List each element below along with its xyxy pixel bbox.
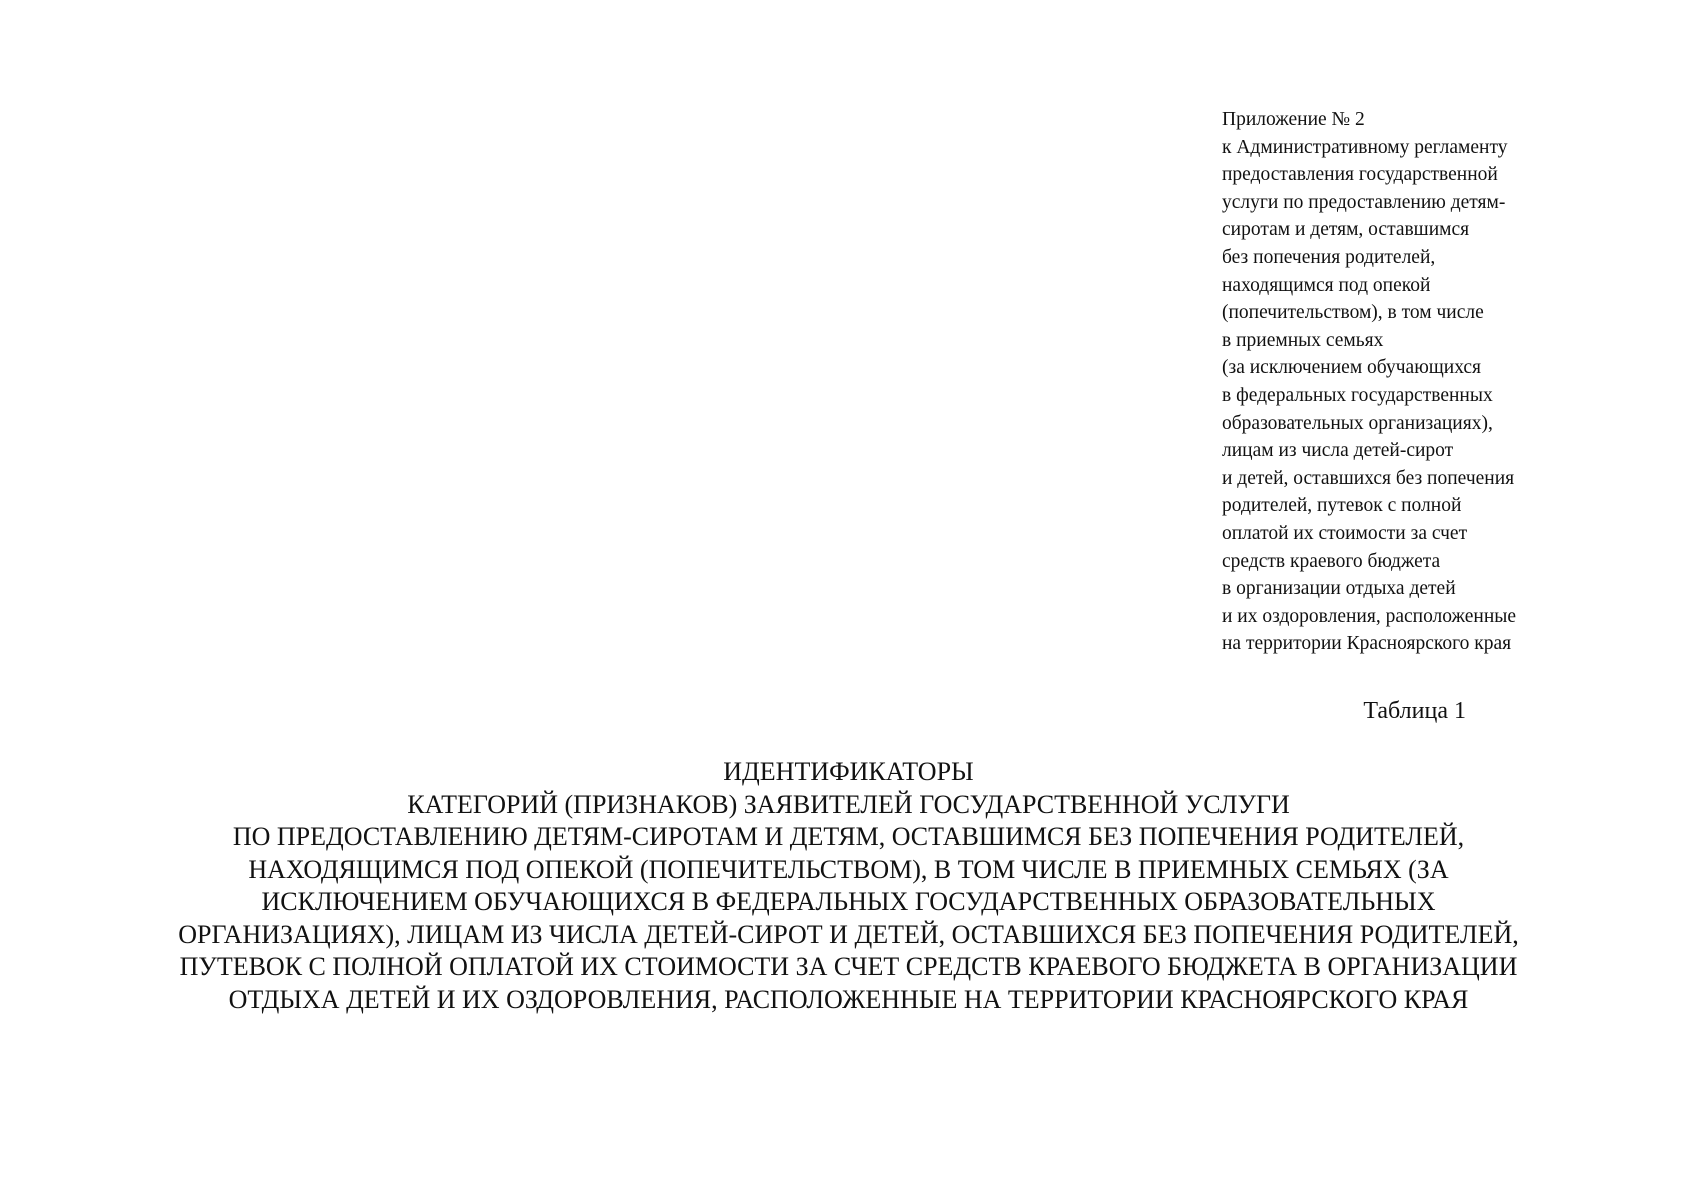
appendix-line: без попечения родителей, [1222,246,1436,268]
title-line: НАХОДЯЩИМСЯ ПОД ОПЕКОЙ (ПОПЕЧИТЕЛЬСТВОМ), В ТОМ ЧИСЛЕ В ПРИЕМНЫХ СЕМЬЯХ (ЗА [248,854,1449,884]
appendix-line: и их оздоровления, расположенные [1222,605,1517,627]
appendix-line: на территории Красноярского края [1222,633,1512,655]
appendix-line: Приложение № 2 [1222,109,1365,130]
title-line: ОТДЫХА ДЕТЕЙ И ИХ ОЗДОРОВЛЕНИЯ, РАСПОЛОЖЕННЫЕ НА ТЕРРИТОРИИ КРАСНОЯРСКОГО КРАЯ [228,984,1469,1014]
appendix-line: в федеральных государственных [1222,384,1493,406]
document-title [80,756,1617,1016]
appendix-line: образовательных организациях), [1222,412,1493,434]
appendix-line: находящимся под опекой [1222,274,1431,296]
title-line: ПУТЕВОК С ПОЛНОЙ ОПЛАТОЙ ИХ СТОИМОСТИ ЗА СЧЕТ СРЕДСТВ КРАЕВОГО БЮДЖЕТА В ОРГАНИЗАЦИИ [179,952,1518,981]
appendix-line: сиротам и детям, оставшимся [1222,219,1470,241]
appendix-line: услуги по предоставлению детям- [1222,191,1506,213]
appendix-line: к Административному регламенту [1222,136,1508,158]
title-line: ИСКЛЮЧЕНИЕМ ОБУЧАЮЩИХСЯ В ФЕДЕРАЛЬНЫХ ГОСУДАРСТВЕННЫХ ОБРАЗОВАТЕЛЬНЫХ [261,887,1436,916]
appendix-line: в приемных семьях [1222,329,1384,351]
appendix-line: оплатой их стоимости за счет [1222,522,1468,544]
appendix-line: (попечительством), в том числе [1222,302,1484,324]
table-label: Таблица 1 [1363,698,1466,724]
appendix-line: в организации отдыха детей [1222,578,1456,600]
appendix-line: родителей, путевок с полной [1222,495,1462,517]
title-line: ИДЕНТИФИКАТОРЫ [723,757,974,786]
appendix-line: лицам из числа детей-сирот [1222,440,1454,462]
appendix-line: и детей, оставшихся без попечения [1222,467,1515,489]
title-line: ОРГАНИЗАЦИЯХ), ЛИЦАМ ИЗ ЧИСЛА ДЕТЕЙ-СИРОТ И ДЕТЕЙ, ОСТАВШИХСЯ БЕЗ ПОПЕЧЕНИЯ РОДИТЕЛЕЙ, [178,919,1519,949]
title-line: КАТЕГОРИЙ (ПРИЗНАКОВ) ЗАЯВИТЕЛЕЙ ГОСУДАРСТВЕННОЙ УСЛУГИ [407,789,1290,819]
appendix-line: средств краевого бюджета [1222,550,1441,572]
appendix-line: предоставления государственной [1222,164,1498,186]
appendix-line: (за исключением обучающихся [1222,357,1482,379]
title-line: ПО ПРЕДОСТАВЛЕНИЮ ДЕТЯМ-СИРОТАМ И ДЕТЯМ, ОСТАВШИМСЯ БЕЗ ПОПЕЧЕНИЯ РОДИТЕЛЕЙ, [232,822,1465,851]
appendix-header [1222,106,1682,658]
